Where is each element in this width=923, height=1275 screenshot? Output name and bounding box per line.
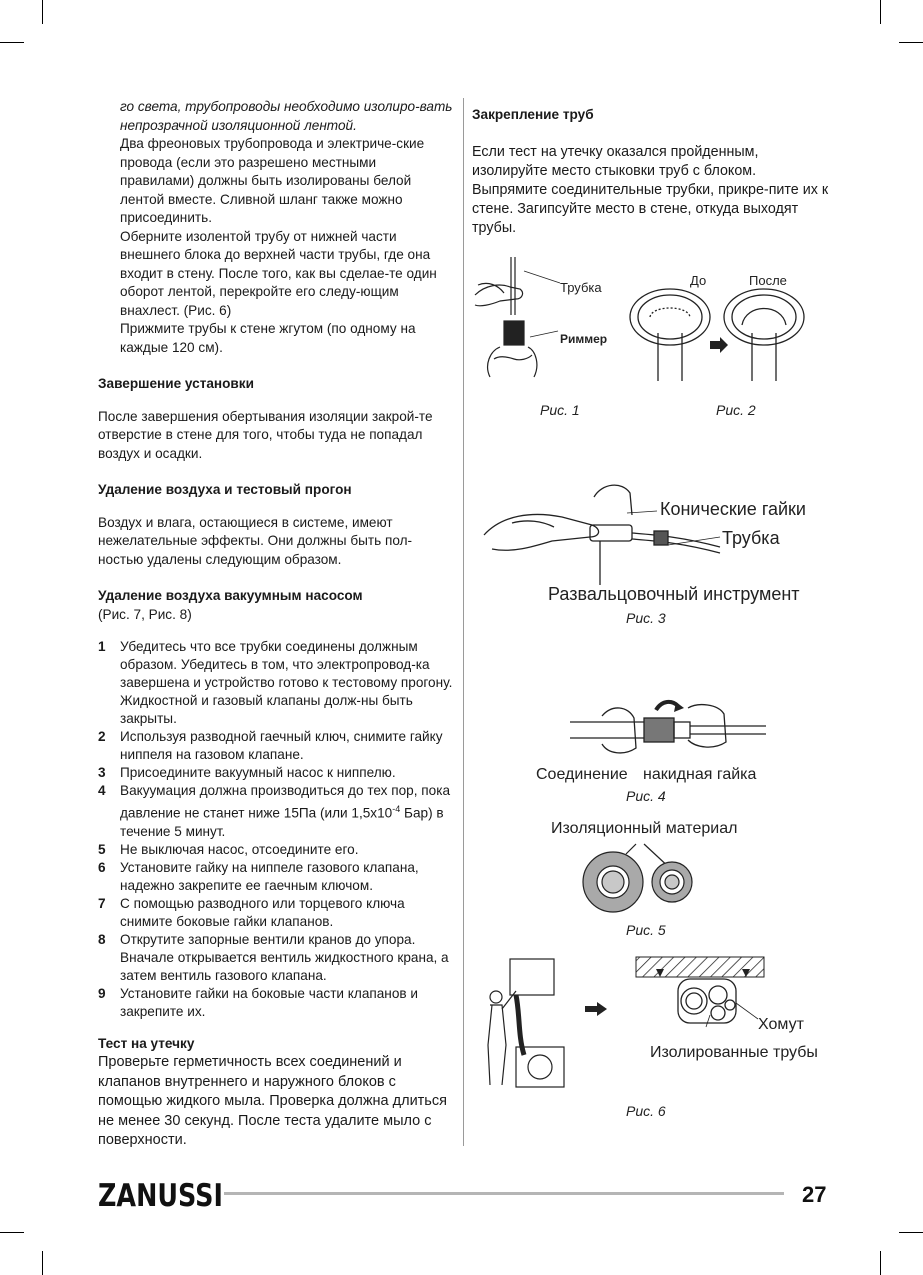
heading-air-removal: Удаление воздуха и тестовый прогон <box>98 482 352 497</box>
list-item: 9 Установите гайки на боковые части клапанов и закрепите их. <box>98 985 418 1019</box>
figure-2-pipe-before-after <box>628 285 808 385</box>
list-item: 2 Используя разводной гаечный ключ, снимите гайку ниппеля на газовом клапане. <box>98 729 443 762</box>
paragraph-insulation-cont: го света, трубопроводы необходимо изолиро-вать непрозрачной изоляционной лентой. <box>120 99 453 133</box>
heading-fix-pipes: Закрепление труб <box>472 107 594 122</box>
fig6-label-clamp: Хомут <box>758 1016 804 1033</box>
fig1-label-tube: Трубка <box>560 280 602 295</box>
figure-6-clamp-detail <box>630 955 770 1030</box>
fig4-label-connection: Соединение <box>536 766 628 783</box>
fig3-label-nuts: Конические гайки <box>660 499 806 519</box>
paragraph-pipes-tape: Два фреоновых трубопровода и электриче-ские провода (если это разрешено местными правилами) должны быть изолированы белой лентой вместе. Сливной шланг также можно присоединить. <box>120 136 425 225</box>
paragraph-finish-installation: После завершения обертывания изоляции закрой-те отверстие в стене для того, чтобы туда не попадал воздух и осадки. <box>98 408 433 461</box>
fig4-caption: Рис. 4 <box>626 788 666 804</box>
paragraph-leak-test: Проверьте герметичность всех соединений и клапанов внутреннего и наружного блоков с помощью жидкого мыла. Проверка должна длиться не менее 30 секунд. После теста удалите мыло с поверхности. <box>98 1054 447 1149</box>
list-item: 7 С помощью разводного или торцевого ключа снимите боковые гайки клапанов. <box>98 895 405 929</box>
fig1-caption: Рис. 1 <box>540 402 580 418</box>
zanussi-logo: ZANUSSI <box>98 1178 223 1214</box>
paragraph-wrap-tape: Оберните изолентой трубу от нижней части внешнего блока до верхней части трубы, где она входит в стену. После того, как вы сделае-те один оборот лентой, перекройте его следу-ющим внахлест. (Рис. 6) <box>120 228 437 318</box>
column-divider <box>463 98 464 1146</box>
figure-1-reamer-illustration <box>470 255 620 385</box>
footer-rule <box>224 1192 784 1195</box>
crop-mark <box>42 0 43 24</box>
list-item: 1 Убедитесь что все трубки соединены должным образом. Убедитесь в том, что электропровод-ка завершена и устройство готово к тестовому прогону. Жидкостной и газовый клапаны долж-ны быть закрыты. <box>98 639 453 726</box>
vacuum-figure-reference: (Рис. 7, Рис. 8) <box>98 606 192 622</box>
crop-mark <box>899 1232 923 1233</box>
fig5-label-material: Изоляционный материал <box>551 820 738 837</box>
heading-finish-installation: Завершение установки <box>98 376 254 391</box>
figure-6-arrow <box>585 1002 609 1016</box>
vacuum-steps-list <box>98 638 453 1021</box>
fig2-caption: Рис. 2 <box>716 402 756 418</box>
fig4-label-nut: накидная гайка <box>643 766 757 783</box>
figure-6-person-wall <box>480 955 580 1095</box>
crop-mark <box>42 1251 43 1275</box>
right-column <box>472 106 832 238</box>
page-number: 27 <box>802 1182 827 1207</box>
list-item: 5 Не выключая насос, отсоедините его. <box>98 841 359 857</box>
figure-4-nut-connection <box>568 698 768 763</box>
crop-mark <box>0 42 24 43</box>
fig3-label-tool: Развальцовочный инструмент <box>548 584 800 604</box>
fig6-label-pipes: Изолированные трубы <box>650 1044 818 1061</box>
fig6-caption: Рис. 6 <box>626 1103 666 1119</box>
paragraph-press-pipes: Прижмите трубы к стене жгутом (по одному на каждые 120 см). <box>120 321 416 355</box>
list-item: 3 Присоедините вакуумный насос к ниппелю. <box>98 765 396 780</box>
crop-mark <box>0 1232 24 1233</box>
fig2-label-after: После <box>749 273 787 288</box>
fig5-caption: Рис. 5 <box>626 922 666 938</box>
list-item: 8 Открутите запорные вентили кранов до упора. Вначале открывается вентиль жидкостного крана, а затем вентиль газового клапана. <box>98 931 449 983</box>
list-item: 6 Установите гайку на ниппеле газового клапана, надежно закрепите ее гаечным ключом. <box>98 859 419 893</box>
heading-vacuum-pump: Удаление воздуха вакуумным насосом <box>98 588 363 603</box>
heading-leak-test: Тест на утечку <box>98 1035 195 1051</box>
paragraph-air-removal: Воздух и влага, остающиеся в системе, имеют нежелательные эффекты. Они должны быть пол-ностью удалены следующим образом. <box>98 514 413 567</box>
fig3-label-tube: Трубка <box>722 528 780 548</box>
figure-5-insulation <box>580 838 700 918</box>
crop-mark <box>880 0 881 24</box>
fig3-caption: Рис. 3 <box>626 610 666 626</box>
fig1-label-reamer: Риммер <box>560 332 608 346</box>
figure-3-flaring-tool <box>482 475 722 590</box>
crop-mark <box>880 1251 881 1275</box>
fig2-label-before: До <box>690 273 707 288</box>
paragraph-fix-pipes: Если тест на утечку оказался пройденным, изолируйте место стыковки труб с блоком. Выпрямите соединительные трубки, прикре-пите их к стене. Загипсуйте место в стене, откуда выходят трубы. <box>472 143 829 236</box>
left-column <box>98 98 453 1151</box>
crop-mark <box>899 42 923 43</box>
list-item: 4 Вакуумация должна производиться до тех пор, пока давление не станет ниже 15Па (или $1,5x10^{-4}$ Бар) в течение 5 минут. <box>98 783 450 839</box>
